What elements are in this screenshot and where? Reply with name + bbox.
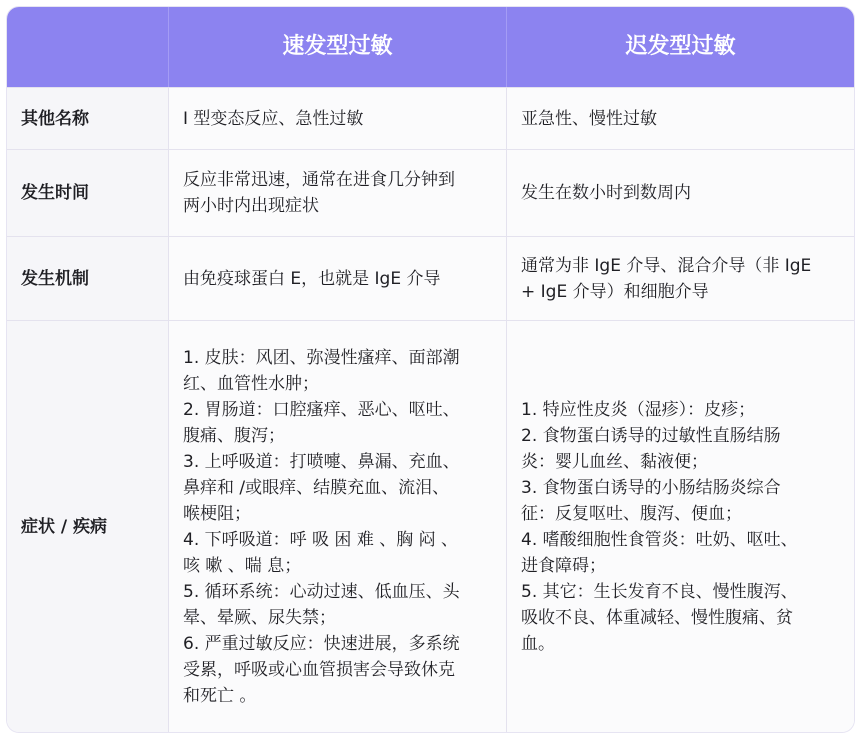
table-row-mechanism (7, 237, 854, 321)
symptom-item: 4. 嗜酸细胞性食管炎：吐奶、呕吐、 进食障碍； (521, 529, 798, 576)
delayed-symptom-list (521, 397, 840, 657)
cell-text: 亚急性、慢性过敏 (521, 108, 657, 129)
allergy-comparison-table (7, 7, 854, 732)
header-corner-cell (7, 7, 169, 87)
cell-text: 发生在数小时到数周内 (521, 183, 691, 203)
row-label: 发生机制 (7, 237, 169, 320)
symptom-item: 3. 食物蛋白诱导的小肠结肠炎综合 征：反复呕吐、腹泻、便血； (521, 477, 781, 524)
delayed-cell (507, 321, 854, 732)
symptom-item: 3. 上呼吸道：打喷嚏、鼻漏、充血、 鼻痒和 /或眼痒、结膜充血、流泪、 喉梗阻； (183, 451, 460, 524)
immediate-cell (169, 237, 507, 320)
symptom-item: 2. 食物蛋白诱导的过敏性直肠结肠 炎：婴儿血丝、黏液便； (521, 425, 781, 472)
immediate-cell (169, 321, 507, 732)
cell-text: 反应非常迅速，通常在进食几分钟到 两小时内出现症状 (183, 170, 455, 216)
table-row-onset-time (7, 150, 854, 237)
symptom-item: 5. 其它：生长发育不良、慢性腹泻、 吸收不良、体重减轻、慢性腹痛、贫 血。 (521, 581, 798, 654)
symptom-item: 1. 特应性皮炎（湿疹）：皮疹； (521, 399, 756, 420)
symptom-item: 5. 循环系统：心动过速、低血压、头 晕、晕厥、尿失禁； (183, 581, 460, 628)
delayed-cell (507, 88, 854, 149)
symptom-item: 2. 胃肠道：口腔瘙痒、恶心、呕吐、 腹痛、腹泻； (183, 399, 460, 446)
symptom-item: 6. 严重过敏反应：快速进展，多系统 受累，呼吸或心血管损害会导致休克 和死亡 。 (183, 633, 460, 706)
row-label: 发生时间 (7, 150, 169, 236)
symptom-item: 1. 皮肤：风团、弥漫性瘙痒、面部潮 红、血管性水肿； (183, 347, 460, 394)
table-row-symptoms (7, 321, 854, 732)
cell-text: 由免疫球蛋白 E，也就是 IgE 介导 (183, 268, 441, 289)
immediate-cell (169, 88, 507, 149)
delayed-cell (507, 237, 854, 320)
table-header-row (7, 7, 854, 88)
immediate-symptom-list (183, 345, 492, 709)
cell-text: 通常为非 IgE 介导、混合介导（非 IgE + IgE 介导）和细胞介导 (521, 255, 812, 302)
table-row-other-names (7, 88, 854, 150)
header-immediate-allergy: 速发型过敏 (169, 7, 507, 87)
row-label: 其他名称 (7, 88, 169, 149)
immediate-cell (169, 150, 507, 236)
symptom-item: 4. 下呼吸道：呼 吸 困 难 、胸 闷 、 咳 嗽 、喘 息； (183, 529, 459, 576)
cell-text: I 型变态反应、急性过敏 (183, 108, 364, 129)
delayed-cell (507, 150, 854, 236)
header-delayed-allergy: 迟发型过敏 (507, 7, 854, 87)
row-label: 症状 / 疾病 (7, 321, 169, 732)
